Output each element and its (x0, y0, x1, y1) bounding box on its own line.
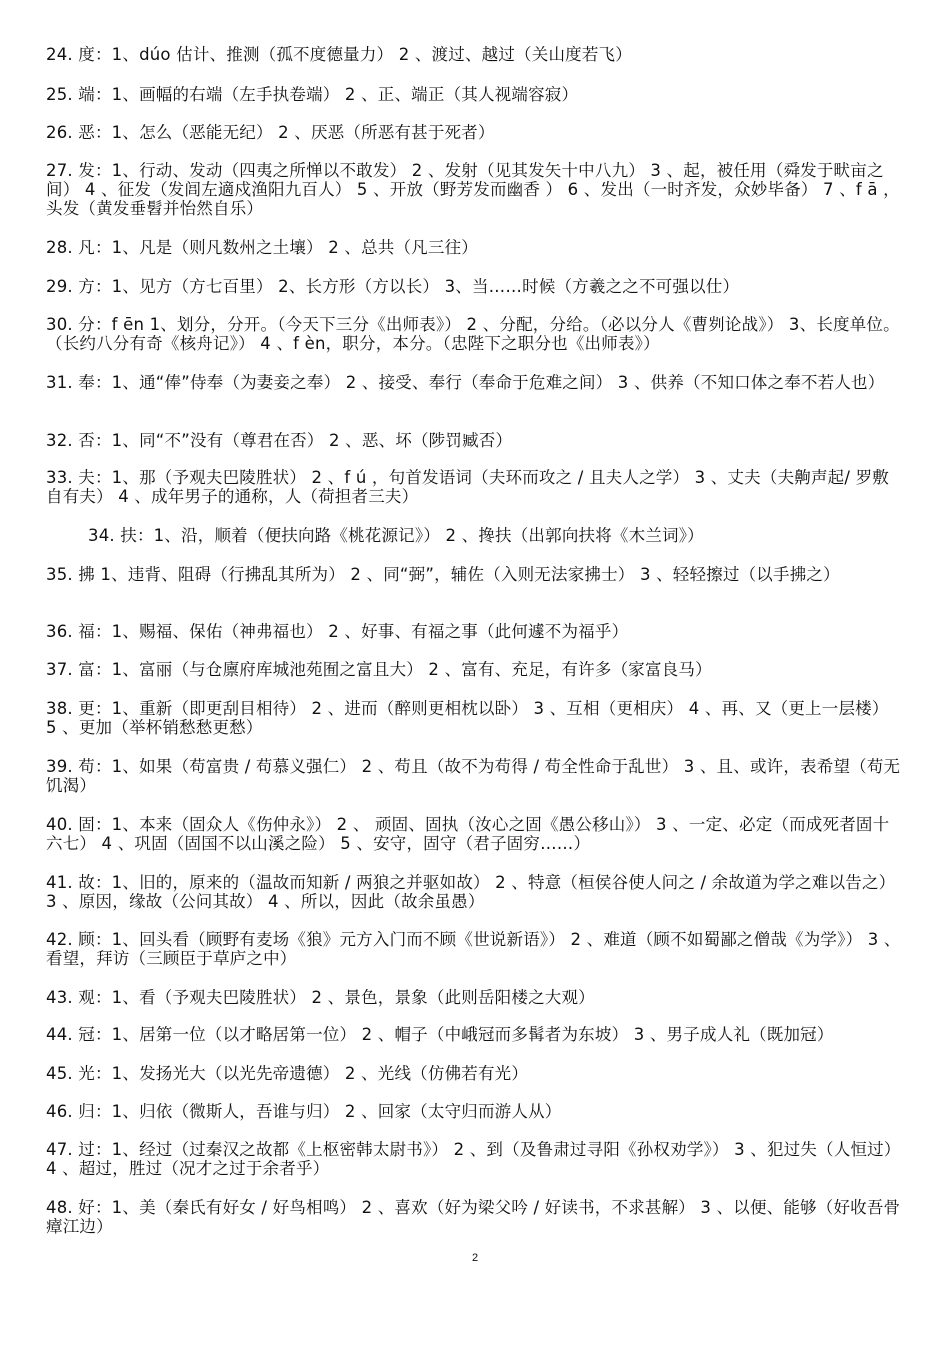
entry-46: 46. 归：1、归依（微斯人，吾谁与归） 2 、回家（太守归而游人从） (46, 1102, 562, 1121)
entry-29: 29. 方：1、见方（方七百里） 2、长方形（方以长） 3、当……时候（方羲之之不可强以仕） (46, 277, 740, 296)
entry-28: 28. 凡：1、凡是（则凡数州之土壤） 2 、总共（凡三往） (46, 238, 478, 257)
entry-39: 39. 苟：1、如果（苟富贵 / 苟慕义强仁） 2 、苟且（故不为苟得 / 苟全性命于乱世） 3 、且、或许，表希望（苟无饥渴） (46, 757, 901, 795)
entry-32: 32. 否：1、同“不”没有（尊君在否） 2 、恶、坏（陟罚臧否） (46, 431, 513, 450)
entry-44: 44. 冠：1、居第一位（以才略居第一位） 2 、帽子（中峨冠而多髯者为东坡） 3 、男子成人礼（既加冠） (46, 1025, 834, 1044)
entry-24: 24. 度：1、dúo 估计、推测（孤不度德量力） 2 、渡过、越过（关山度若飞） (46, 45, 632, 64)
entry-43: 43. 观：1、看（予观夫巴陵胜状） 2 、景色，景象（此则岳阳楼之大观） (46, 988, 595, 1007)
entry-48: 48. 好：1、美（秦氏有好女 / 好鸟相鸣） 2 、喜欢（好为梁父吟 / 好读书，不求甚解） 3 、以便、能够（好收吾骨瘴江边） (46, 1198, 901, 1236)
entry-33: 33. 夫：1、那（予观夫巴陵胜状） 2 、f ú ，句首发语词（夫环而攻之 / 且夫人之学） 3 、丈夫（夫齁声起/ 罗敷自有夫） 4 、成年男子的通称，人（荷担者三夫） (46, 468, 889, 506)
entry-30: 30. 分：f ēn 1、划分，分开。（今天下三分《出师表》） 2 、分配，分给。（必以分人《曹刿论战》） 3、长度单位。（长约八分有奇《核舟记》） 4 、f èn，职分，本分。（忠陛下之职分也《出师表》） (46, 315, 900, 353)
entry-40: 40. 固：1、本来（固众人《伤仲永》） 2 、 顽固、固执（汝心之固《愚公移山》） 3 、一定、必定（而成死者固十六七） 4 、巩固（固国不以山溪之险） 5 、安守，固守（君子固穷……） (46, 815, 890, 853)
entry-36: 36. 福：1、赐福、保佑（神弗福也） 2 、好事、有福之事（此何遽不为福乎） (46, 622, 629, 641)
entry-37: 37. 富：1、富丽（与仓廪府库城池苑囿之富且大） 2 、富有、充足，有许多（家富良马） (46, 660, 712, 679)
entry-25: 25. 端：1、画幅的右端（左手执卷端） 2 、正、端正（其人视端容寂） (46, 85, 579, 104)
entry-41: 41. 故：1、旧的，原来的（温故而知新 / 两狼之并驱如故） 2 、特意（桓侯谷使人问之 / 余故道为学之难以告之） 3 、原因，缘故（公问其故） 4 、所以，因此（故余虽愚） (46, 873, 896, 911)
entry-38: 38. 更：1、重新（即更刮目相待） 2 、进而（醉则更相枕以卧） 3 、互相（更相庆） 4 、再、又（更上一层楼） 5 、更加（举杯销愁愁更愁） (46, 699, 889, 737)
page-number: 2 (471, 1252, 479, 1264)
entry-45: 45. 光：1、发扬光大（以光先帝遗德） 2 、光线（仿佛若有光） (46, 1064, 529, 1083)
entry-26: 26. 恶：1、怎么（恶能无纪） 2 、厌恶（所恶有甚于死者） (46, 123, 495, 142)
entry-31: 31. 奉：1、通“俸”侍奉（为妻妾之奉） 2 、接受、奉行（奉命于危难之间） 3 、供养（不知口体之奉不若人也） (46, 373, 885, 392)
entry-47: 47. 过：1、经过（过秦汉之故都《上枢密韩太尉书》） 2 、到（及鲁肃过寻阳《孙权劝学》） 3 、犯过失（人恒过） 4 、超过，胜过（况才之过于余者乎） (46, 1140, 901, 1178)
entry-42: 42. 顾：1、回头看（顾野有麦场《狼》元方入门而不顾《世说新语》） 2 、难道（顾不如蜀鄙之僧哉《为学》） 3 、看望，拜访（三顾臣于草庐之中） (46, 930, 901, 968)
entry-35: 35. 拂 1、违背、阻碍（行拂乱其所为） 2 、同“弼”，辅佐（入则无法家拂士） 3 、轻轻擦过（以手拂之） (46, 565, 840, 584)
entry-27: 27. 发：1、行动、发动（四夷之所惮以不敢发） 2 、发射（见其发矢十中八九） 3 、起，被任用（舜发于畎亩之间） 4 、征发（发闾左適戍渔阳九百人） 5 、开放（野芳发而幽香 ） 6 、发出（一时齐发，众妙毕备） 7 、f ā ，头发（黄发垂髫并怡然自乐） (46, 161, 900, 218)
entry-34: 34. 扶：1、沿，顺着（便扶向路《桃花源记》） 2 、搀扶（出郭向扶将《木兰词》） (88, 526, 704, 545)
